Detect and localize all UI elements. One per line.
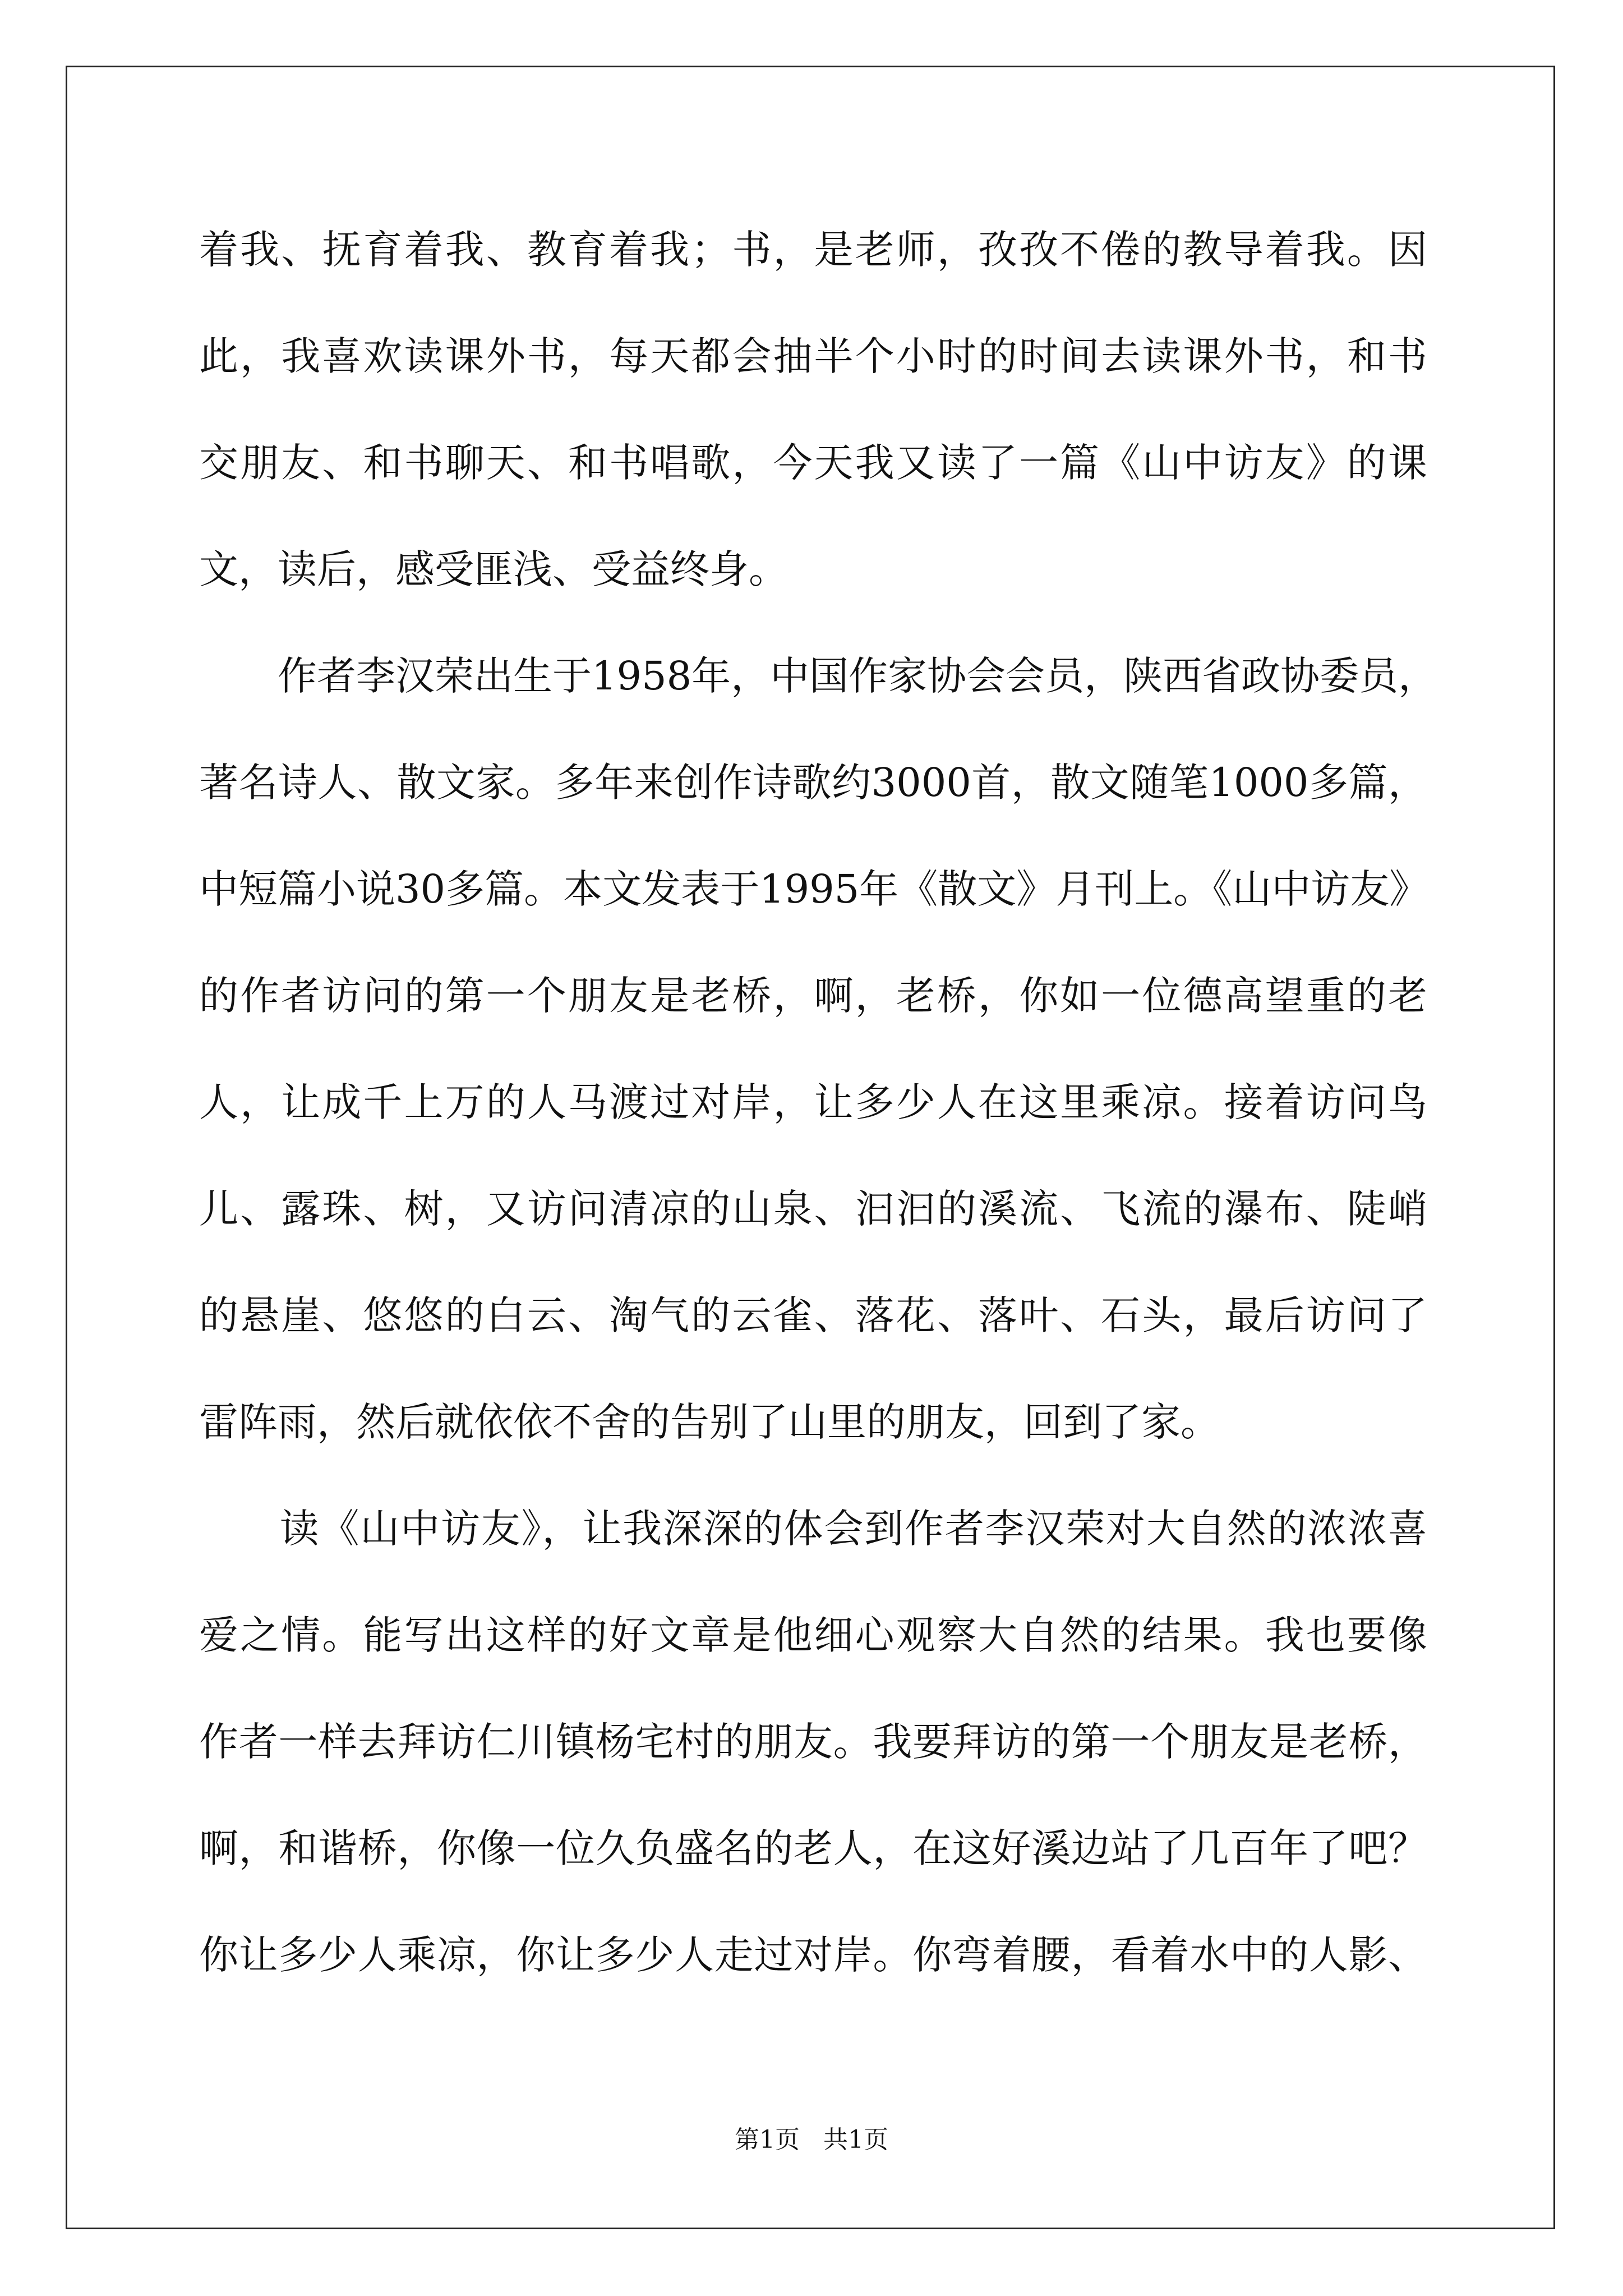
text-line: 作者一样去拜访仁川镇杨宅村的朋友。我要拜访的第一个朋友是老桥， <box>199 1719 1427 1765</box>
text-line: 人，让成千上万的人马渡过对岸，让多少人在这里乘凉。接着访问鸟 <box>199 1079 1427 1125</box>
text-line: 文，读后，感受匪浅、受益终身。 <box>199 546 788 592</box>
text-line: 的作者访问的第一个朋友是老桥，啊，老桥，你如一位德高望重的老 <box>199 973 1427 1019</box>
text-line: 作者李汉荣出生于1958年，中国作家协会会员，陕西省政协委员， <box>199 653 1438 699</box>
text-line: 着我、抚育着我、教育着我；书，是老师，孜孜不倦的教导着我。因 <box>199 227 1427 273</box>
page-border <box>66 66 1555 2229</box>
text-line: 此，我喜欢读课外书，每天都会抽半个小时的时间去读课外书，和书 <box>199 333 1427 379</box>
page-total: 共1页 <box>823 2125 888 2154</box>
text-line: 中短篇小说30多篇。本文发表于1995年《散文》月刊上。《山中访友》 <box>199 866 1429 912</box>
text-line: 著名诗人、散文家。多年来创作诗歌约3000首，散文随笔1000多篇， <box>199 760 1427 806</box>
text-line: 你让多少人乘凉，你让多少人走过对岸。你弯着腰，看着水中的人影、 <box>199 1932 1427 1978</box>
text-line: 爱之情。能写出这样的好文章是他细心观察大自然的结果。我也要像 <box>199 1612 1427 1658</box>
text-line: 读《山中访友》，让我深深的体会到作者李汉荣对大自然的浓浓喜 <box>199 1506 1427 1552</box>
text-line: 雷阵雨，然后就依依不舍的告别了山里的朋友，回到了家。 <box>199 1399 1220 1445</box>
text-line: 交朋友、和书聊天、和书唱歌，今天我又读了一篇《山中访友》的课 <box>199 440 1427 486</box>
page-footer <box>0 2120 1623 2160</box>
text-line: 儿、露珠、树，又访问清凉的山泉、汩汩的溪流、飞流的瀑布、陡峭 <box>199 1186 1427 1232</box>
text-line: 的悬崖、悠悠的白云、淘气的云雀、落花、落叶、石头，最后访问了 <box>199 1292 1427 1338</box>
text-line: 啊，和谐桥，你像一位久负盛名的老人，在这好溪边站了几百年了吧？ <box>199 1825 1427 1871</box>
page-number: 第1页 <box>735 2125 800 2154</box>
